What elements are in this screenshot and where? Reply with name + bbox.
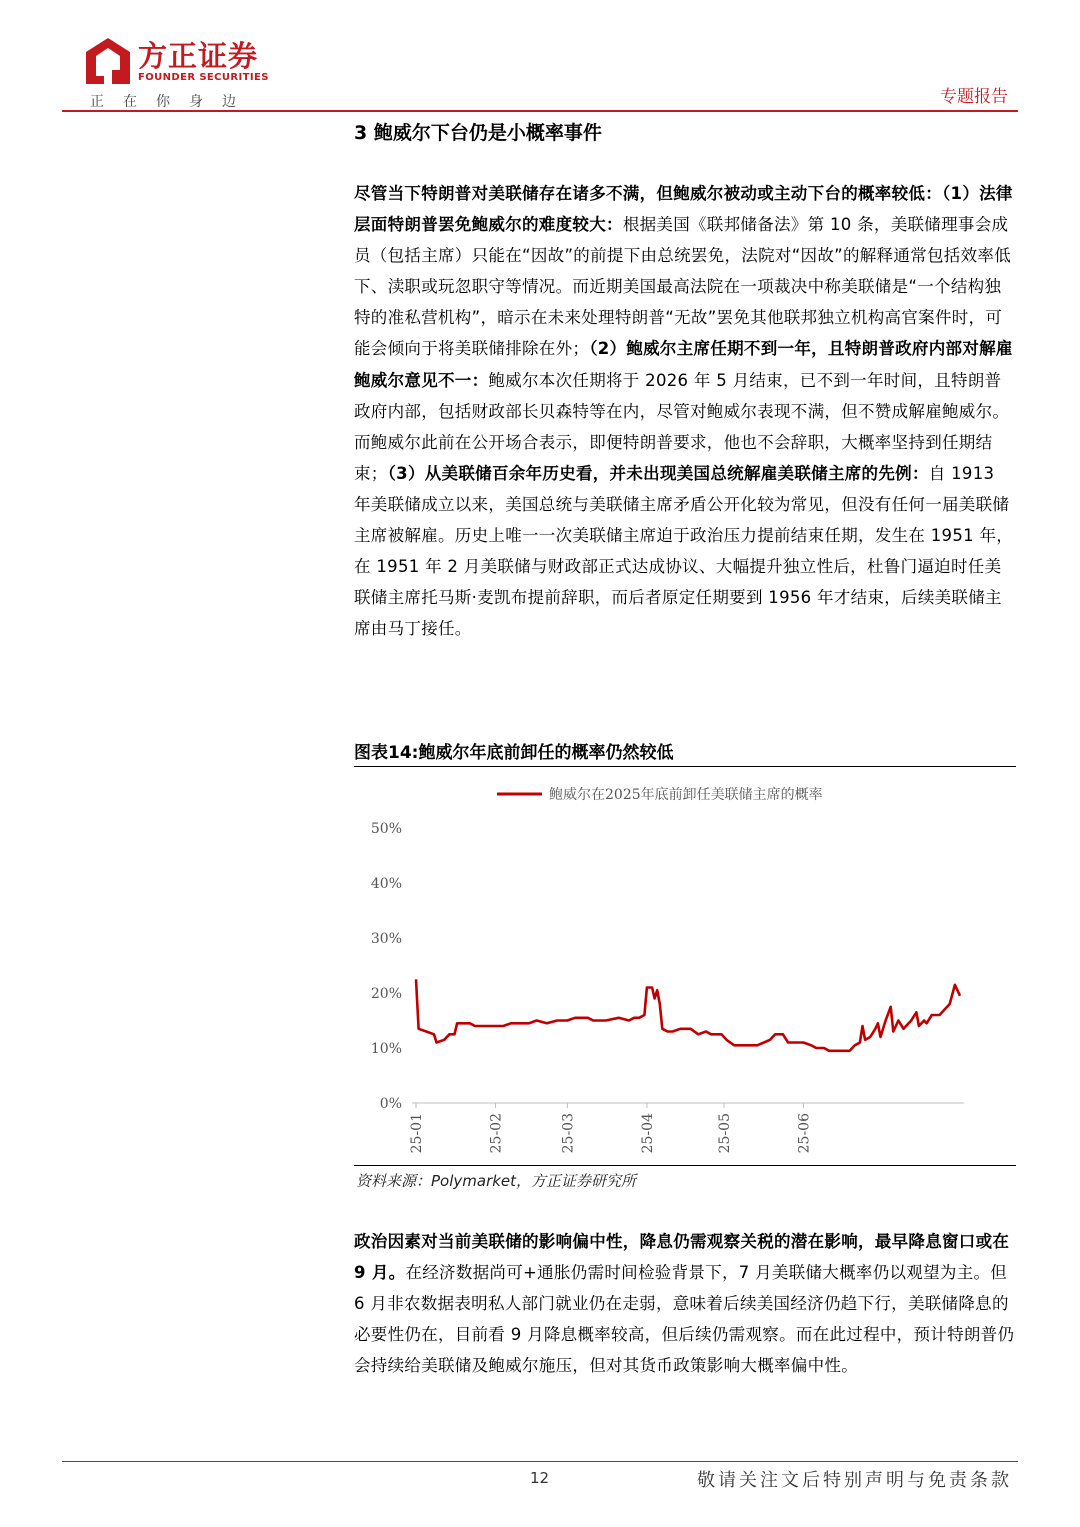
para2-bold-lead: 政治因素对当前美联储的影响偏中性，降息仍需观察关税的潜在影响，最早降息窗口或在 9 月。 — [354, 1232, 1010, 1283]
company-name-cn: 方正证券 — [138, 39, 259, 73]
para2-text: 在经济数据尚可+通胀仍需时间检验背景下，7 月美联储大概率仍以观望为主。但 6 月非农数据表明私人部门就业仍在走弱，意味着后续美国经济仍趋下行，美联储降息的必要性仍在，目前看 9 月降息概率较高，但后续仍需观察。而在此过程中，预计特朗普仍会持续给美联储及鲍威尔施压，但对其货币政策影响大概率偏中性。 — [354, 1263, 1015, 1376]
footer-divider — [62, 1461, 1018, 1462]
section-title: 3 鲍威尔下台仍是小概率事件 — [354, 122, 602, 144]
body-paragraph-2 — [354, 1226, 1016, 1381]
body-paragraph-1 — [354, 178, 1016, 644]
figure-title: 图表14:鲍威尔年底前卸任的概率仍然较低 — [354, 743, 674, 763]
footer-disclaimer: 敬请关注文后特别声明与免责条款 — [697, 1470, 1012, 1491]
para1-text-3: 自 1913 年美联储成立以来，美国总统与美联储主席矛盾公开化较为常见，但没有任何一届美联储主席被解雇。历史上唯一一次美联储主席迫于政治压力提前结束任期，发生在 1951 年，在 1951 年 2 月美联储与财政部正式达成协议、大幅提升独立性后，杜鲁门逼迫时任美联储主席托马斯·麦凯布提前辞职，而后者原定任期要到 1956 年才结束，后续美联储主席由马丁接任。 — [354, 463, 1014, 639]
para1-text-2: 鲍威尔本次任期将于 2026 年 5 月结束，已不到一年时间，且特朗普政府内部，包括财政部长贝森特等在内，尽管对鲍威尔表现不满，但不赞成解雇鲍威尔。而鲍威尔此前在公开场合表示，即便特朗普要求，他也不会辞职，大概率坚持到任期结束； — [354, 370, 1010, 483]
founder-logo-icon — [86, 38, 130, 84]
probability-line-chart — [354, 768, 1016, 1164]
figure-bottom-rule — [354, 1165, 1016, 1166]
chart-legend — [497, 786, 823, 803]
y-tick-label: 0% — [379, 1096, 402, 1112]
company-name-en: FOUNDER SECURITIES — [138, 72, 269, 83]
x-tick-label: 25-06 — [796, 1113, 813, 1154]
legend-series-label: 鲍威尔在2025年底前卸任美联储主席的概率 — [549, 787, 823, 803]
x-tick-label: 25-04 — [639, 1113, 656, 1154]
figure-top-rule — [354, 766, 1016, 767]
figure-source: 资料来源：Polymarket，方正证券研究所 — [356, 1172, 637, 1190]
para1-bold-point-2: （2）鲍威尔主席任期不到一年，且特朗普政府内部对解雇鲍威尔意见不一： — [354, 339, 1013, 390]
page-header — [0, 0, 1080, 112]
y-tick-label: 10% — [370, 1041, 402, 1057]
series-line — [416, 979, 960, 1051]
y-axis — [371, 821, 402, 1112]
x-tick-label: 25-01 — [409, 1113, 425, 1154]
x-axis — [409, 1103, 964, 1153]
y-tick-label: 30% — [370, 931, 402, 947]
para1-bold-lead: 尽管当下特朗普对美联储存在诸多不满，但鲍威尔被动或主动下台的概率较低：（1）法律层面特朗普罢免鲍威尔的难度较大： — [354, 184, 1013, 235]
y-tick-label: 50% — [370, 821, 402, 837]
para1-text-1: 根据美国《联邦储备法》第 10 条，美联储理事会成员（包括主席）只能在“因故”的前提下由总统罢免，法院对“因故”的解释通常包括效率低下、渎职或玩忽职守等情况。而近期美国最高法院在一项裁决中称美联储是“一个结构独特的准私营机构”，暗示在未来处理特朗普“无故”罢免其他联邦独立机构高官案件时，可能会倾向于将美联储排除在外； — [354, 215, 1011, 359]
report-type-label: 专题报告 — [940, 87, 1008, 107]
para1-bold-point-3: （3）从美联储百余年历史看，并未出现美国总统解雇美联储主席的先例： — [387, 463, 929, 483]
y-tick-label: 20% — [370, 986, 402, 1002]
page-number: 12 — [530, 1469, 550, 1487]
plot-area — [416, 979, 960, 1051]
company-slogan: 正在你身边 — [90, 94, 255, 110]
header-divider — [62, 110, 1018, 112]
x-tick-label: 25-02 — [488, 1113, 505, 1154]
x-tick-label: 25-05 — [716, 1113, 733, 1154]
y-tick-label: 40% — [370, 876, 402, 892]
x-tick-label: 25-03 — [560, 1113, 577, 1154]
